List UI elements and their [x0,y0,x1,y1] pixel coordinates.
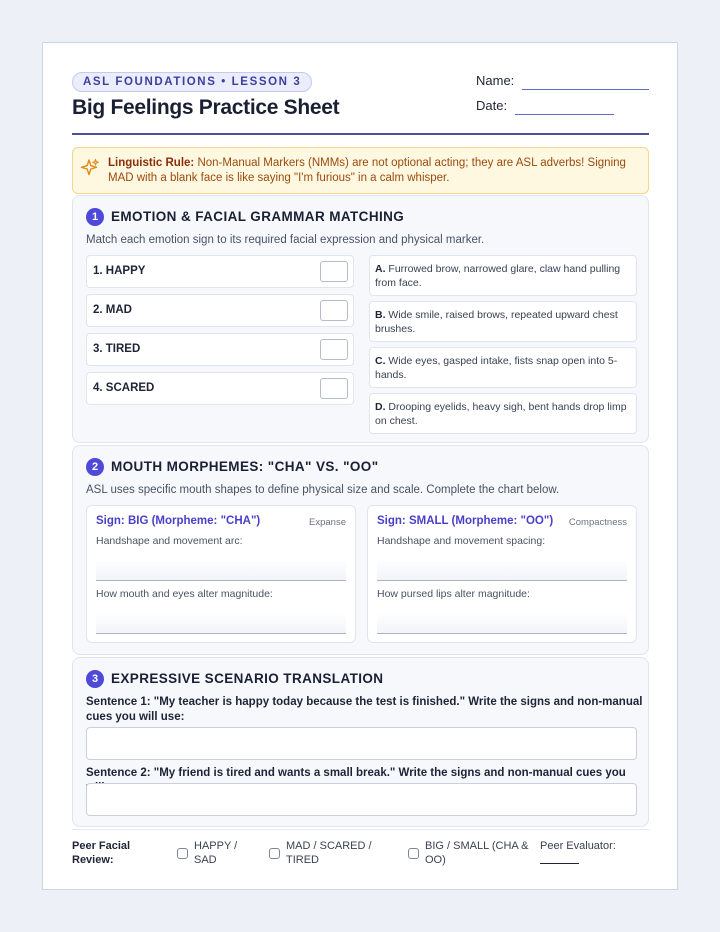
answer-field[interactable] [377,559,627,581]
match-row-tired [86,333,354,366]
big-morpheme-card [86,505,356,643]
date-label: Date: [476,98,508,113]
rule-label: Linguistic Rule: [108,157,195,169]
footer-divider [72,829,649,830]
answer-field[interactable] [377,612,627,634]
option-b [369,301,637,342]
checkbox-label: BIG / SMALL (CHA & OO) [425,840,529,866]
section-number: 3 [86,670,104,688]
sentence-1-answer[interactable] [86,727,637,760]
option-description: Wide smile, raised brows, repeated upward chest brushes. [375,309,618,335]
checkbox-label: HAPPY / SAD [194,840,238,866]
section-title: MOUTH MORPHEMES: "CHA" VS. "OO" [111,459,379,474]
card-question: Handshape and movement arc: [96,535,243,547]
name-label: Name: [476,73,515,88]
match-row-scared [86,372,354,405]
name-field[interactable] [522,89,649,90]
section-number: 1 [86,208,104,226]
sign-label: 4. SCARED [93,382,155,394]
card-title: Sign: SMALL (Morpheme: "OO") [377,515,554,527]
answer-box[interactable] [320,378,348,399]
card-title: Sign: BIG (Morpheme: "CHA") [96,515,261,527]
sentence-2-answer[interactable] [86,783,637,816]
option-description: Wide eyes, gasped intake, fists snap open into 5-hands. [375,355,618,381]
option-description: Drooping eyelids, heavy sigh, bent hands drop limp on chest. [375,401,627,427]
option-letter: C. [375,355,386,367]
answer-field[interactable] [96,612,346,634]
section-mouth-morphemes [72,445,649,655]
small-morpheme-card [367,505,637,643]
peer-evaluator-field[interactable] [540,863,579,864]
sign-label: 3. TIRED [93,343,141,355]
section-title: EMOTION & FACIAL GRAMMAR MATCHING [111,209,405,224]
answer-field[interactable] [96,559,346,581]
match-row-happy [86,255,354,288]
option-text [375,400,633,428]
checkbox-happy-sad[interactable] [177,848,188,859]
worksheet [42,42,678,890]
option-text [375,262,633,290]
checkbox-label: MAD / SCARED / TIRED [286,840,372,866]
header-divider [72,133,649,135]
answer-box[interactable] [320,339,348,360]
checkbox-big-small[interactable] [408,848,419,859]
option-d [369,393,637,434]
answer-box[interactable] [320,261,348,282]
option-text [375,354,633,382]
course-tag: ASL FOUNDATIONS • LESSON 3 [72,72,312,92]
section-title: EXPRESSIVE SCENARIO TRANSLATION [111,671,384,686]
section-emotion-matching [72,195,649,443]
date-field[interactable] [515,114,614,115]
section-number: 2 [86,458,104,476]
option-description: Furrowed brow, narrowed glare, claw hand pulling from face. [375,263,621,289]
rule-body: Non-Manual Markers (NMMs) are not optional acting; they are ASL adverbs! Signing MAD with a blank face is like saying "I'm furious" in a calm whisper. [108,157,626,184]
sparkle-icon [80,158,100,178]
section-description: ASL uses specific mouth shapes to define physical size and scale. Complete the chart below. [86,484,560,496]
option-c [369,347,637,388]
checkbox-mad-scared-tired[interactable] [269,848,280,859]
sign-label: 1. HAPPY [93,265,146,277]
option-a [369,255,637,296]
sign-label: 2. MAD [93,304,132,316]
match-row-mad [86,294,354,327]
card-tag: Expanse [309,517,346,528]
option-letter: B. [375,309,386,321]
card-question: How pursed lips alter magnitude: [377,588,530,600]
page-title: Big Feelings Practice Sheet [72,96,340,119]
card-question: Handshape and movement spacing: [377,535,546,547]
option-text [375,308,633,336]
rule-text [108,156,643,185]
option-letter: D. [375,401,386,413]
sentence-1-prompt: Sentence 1: "My teacher is happy today because the test is finished." Write the signs and non-manual cues you will use: [86,696,643,723]
section-scenario-translation [72,657,649,827]
linguistic-rule-callout [72,147,649,194]
section-description: Match each emotion sign to its required facial expression and physical marker. [86,234,485,246]
peer-evaluator-label: Peer Evaluator: [540,840,616,852]
option-letter: A. [375,263,386,275]
sentence-2-prompt: Sentence 2: "My friend is tired and wants a small break." Write the signs and non-manual cues you [86,767,626,779]
card-question: How mouth and eyes alter magnitude: [96,588,273,600]
card-tag: Compactness [568,517,627,528]
peer-review-label: Peer Facial Review: [72,840,131,866]
answer-box[interactable] [320,300,348,321]
